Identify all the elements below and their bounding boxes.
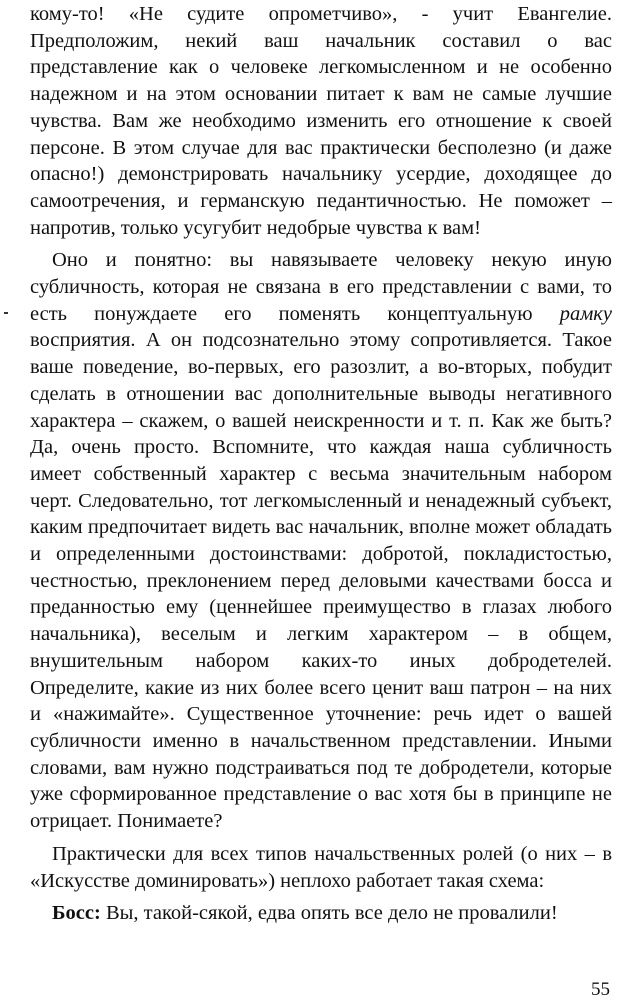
margin-mark (4, 312, 8, 314)
paragraph-1 (30, 1, 612, 241)
page-number: 55 (591, 979, 610, 1000)
page-text (30, 1, 612, 927)
speaker-label: Босс: (52, 902, 101, 925)
paragraph-2-text-start: Оно и понятно: вы навязываете человеку некую иную субличность, которая не связана в его представлении с вами, то есть понуждаете его поменять концептуальную (30, 249, 612, 325)
paragraph-3 (30, 841, 612, 894)
paragraph-2-text-end: восприятия. А он подсознательно этому сопротивляется. Такое ваше поведение, во-первых, его разозлит, а во-вторых, побудит сделать в отношении вас дополнительные выводы негативного характера – скажем, о вашей неискренности и т. п. Как же быть? Да, очень просто. Вспомните, что каждая наша субличность имеет собственный характер с весьма значительным набором черт. Следовательно, тот легкомысленный и ненадежный субъект, каким предпочитает видеть вас начальник, вполне может обладать и определенными достоинствами: добротой, покладистостью, честностью, преклонением перед деловыми качествами босса и преданностью ему (ценнейшее преимущество в глазах любого начальника), веселым и легким характером – в общем, внушительным набором каких-то иных добродетелей. Определите, какие из них более всего ценит ваш патрон – на них и «нажимайте». Существенное уточнение: речь идет о вашей субличности именно в начальственном представлении. Иными словами, вам нужно подстраиваться под те добродетели, которые уже сформированное представление о вас хотя бы в принципе не отрицает. Понимаете? (30, 329, 612, 833)
paragraph-4 (30, 900, 612, 927)
paragraph-1-text: кому-то! «Не судите опрометчиво», - учит Евангелие. Предположим, некий ваш начальник составил о вас представление как о человеке легкомысленном и не особенно надежном и на этом основании питает к вам не самые лучшие чувства. Вам же необходимо изменить его отношение к своей персоне. В этом случае для вас практически бесполезно (и даже опасно!) демонстрировать начальнику усердие, доходящее до самоотречения, и германскую педантичностью. Не поможет – напротив, только усугубит недобрые чувства к вам! (30, 3, 612, 239)
paragraph-3-text: Практически для всех типов начальственных ролей (о них – в «Искусстве доминировать») неплохо работает такая схема: (30, 842, 612, 892)
paragraph-2 (30, 247, 612, 834)
paragraph-4-text: Вы, такой-сякой, едва опять все дело не провалили! (100, 902, 558, 925)
paragraph-2-italic-term: рамку (559, 302, 612, 325)
